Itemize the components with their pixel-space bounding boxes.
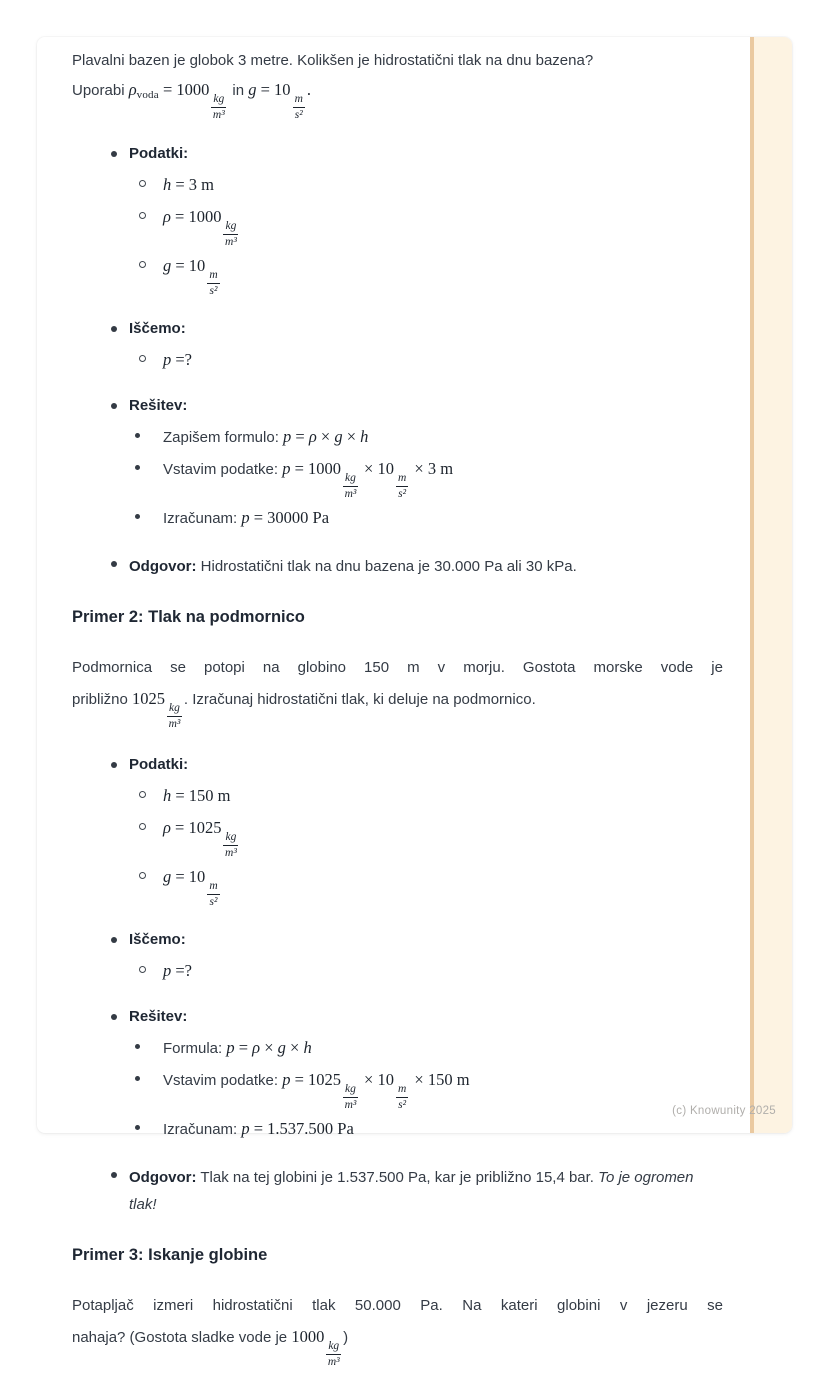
bullet-disc-icon	[111, 1172, 117, 1178]
odgovor-label: Odgovor:	[129, 558, 197, 575]
resitev-step-3	[129, 1116, 723, 1143]
math-p-unknown: p =?	[163, 961, 193, 980]
podatki-label: Podatki:	[129, 145, 189, 162]
resitev-step-1	[129, 424, 723, 451]
bullet-disc-icon	[111, 561, 117, 567]
math-formula: p = ρ × g × h	[226, 1038, 312, 1057]
odgovor-text: Tlak na tej globini je 1.537.500 Pa, kar je približno 15,4 bar.	[196, 1169, 599, 1186]
document-page	[37, 37, 792, 1368]
list-item-iscemo-1	[72, 318, 723, 379]
math-result: p = 1.537.500 Pa	[241, 1119, 354, 1138]
bullet-disc-icon	[111, 403, 117, 409]
list-item-podatki-2	[72, 754, 723, 913]
bullet-disc-icon	[135, 465, 140, 470]
bullet-circle-icon	[139, 791, 146, 798]
bullet-circle-icon	[139, 355, 146, 362]
odgovor-label: Odgovor:	[129, 1169, 197, 1186]
data-item-h	[129, 783, 723, 810]
data-item-g	[129, 253, 723, 297]
bullet-circle-icon	[139, 823, 146, 830]
data-item-h	[129, 172, 723, 199]
page-edge-stripe	[750, 37, 792, 1133]
data-item-g	[129, 864, 723, 908]
step-label: Zapišem formulo:	[163, 429, 284, 446]
resitev-step-3	[129, 505, 723, 532]
math-substitution: p = 1000 $\frac{kg}{\text{m³}}$ × 10 $\frac{m}{\text{s²}}$ × 3 m	[282, 459, 454, 500]
math-rho: ρ = 1000 $\frac{kg}{\text{m³}}$	[163, 207, 237, 248]
copyright-watermark: (c) Knowunity 2025	[672, 1105, 776, 1117]
primer-3-paragraph	[72, 1290, 723, 1368]
list-item-podatki-1	[72, 143, 723, 302]
podatki-label: Podatki:	[129, 756, 189, 773]
list-item-iscemo-2	[72, 929, 723, 990]
intro-line-2	[72, 74, 723, 121]
heading-primer-2: Primer 2: Tlak na podmornico	[72, 608, 305, 626]
resitev-step-1	[129, 1035, 723, 1062]
bullet-disc-icon	[111, 151, 117, 157]
intro-text-in: in	[228, 82, 249, 99]
math-result: p = 30000 Pa	[241, 508, 330, 527]
bullet-disc-icon	[135, 1076, 140, 1081]
step-label: Izračunam:	[163, 510, 242, 527]
bullet-circle-icon	[139, 261, 146, 268]
heading-primer-3: Primer 3: Iskanje globine	[72, 1246, 268, 1264]
iscemo-item-p	[129, 347, 723, 374]
bullet-disc-icon	[135, 433, 140, 438]
math-g: g = 10 $\frac{m}{\text{s²}}$	[163, 867, 218, 908]
bullet-disc-icon	[135, 1125, 140, 1130]
resitev-step-2	[129, 456, 723, 500]
math-density-fresh: 1000 $\frac{kg}{\text{m³}}$	[291, 1327, 340, 1368]
resitev-step-2	[129, 1067, 723, 1111]
intro-paragraph	[72, 47, 723, 121]
resitev-label: Rešitev:	[129, 1008, 188, 1025]
list-item-odgovor-1	[72, 553, 723, 580]
iscemo-item-p	[129, 958, 723, 985]
resitev-label: Rešitev:	[129, 397, 188, 414]
math-h: h = 150 m	[163, 786, 231, 805]
primer-3-para-line-2	[72, 1321, 723, 1368]
bullet-disc-icon	[111, 762, 117, 768]
list-item-resitev-1	[72, 395, 723, 537]
para-text: približno	[72, 691, 133, 708]
math-substitution: p = 1025 $\frac{kg}{\text{m³}}$ × 10 $\frac{m}{\text{s²}}$ × 150 m	[282, 1070, 470, 1111]
list-item-resitev-2	[72, 1006, 723, 1148]
step-label: Vstavim podatke:	[163, 461, 283, 478]
page-content	[72, 47, 723, 1392]
para-text: )	[343, 1329, 349, 1346]
primer-2-paragraph	[72, 652, 723, 730]
intro-line-1: Plavalni bazen je globok 3 metre. Kolikšen je hidrostatični tlak na dnu bazena?	[72, 52, 594, 69]
iscemo-label: Iščemo:	[129, 320, 186, 337]
bullet-disc-icon	[111, 326, 117, 332]
step-label: Formula:	[163, 1040, 227, 1057]
math-rho-voda: ρvoda = 1000 $\frac{kg}{\text{m³}}$	[128, 80, 225, 121]
bullet-circle-icon	[139, 180, 146, 187]
iscemo-label: Iščemo:	[129, 931, 186, 948]
bullet-disc-icon	[111, 1014, 117, 1020]
bullet-circle-icon	[139, 966, 146, 973]
math-density-sea: 1025 $\frac{kg}{\text{m³}}$	[132, 689, 181, 730]
list-item-odgovor-2	[72, 1164, 723, 1218]
primer-2-para-line-1: Podmornica se potopi na globino 150 m v morju. Gostota morske vode je	[72, 659, 723, 676]
odgovor-text: Hidrostatični tlak na dnu bazena je 30.000 Pa ali 30 kPa.	[196, 558, 577, 575]
math-g-value: g = 10 $\frac{m}{\text{s²}}$ .	[248, 80, 311, 121]
step-label: Izračunam:	[163, 1121, 242, 1138]
math-rho: ρ = 1025 $\frac{kg}{\text{m³}}$	[163, 818, 237, 859]
math-p-unknown: p =?	[163, 350, 193, 369]
data-item-rho	[129, 815, 723, 859]
para-text: nahaja? (Gostota sladke vode je	[72, 1329, 292, 1346]
para-text: . Izračunaj hidrostatični tlak, ki deluje na podmornico.	[183, 691, 536, 708]
math-formula: p = ρ × g × h	[283, 427, 369, 446]
bullet-circle-icon	[139, 212, 146, 219]
intro-text-uporabi: Uporabi	[72, 82, 129, 99]
bullet-circle-icon	[139, 872, 146, 879]
primer-2-para-line-2	[72, 683, 723, 730]
odgovor-italic-text: To je ogromen tlak!	[129, 1169, 694, 1213]
math-h: h = 3 m	[163, 175, 215, 194]
data-item-rho	[129, 204, 723, 248]
math-g: g = 10 $\frac{m}{\text{s²}}$	[163, 256, 218, 297]
bullet-disc-icon	[135, 1044, 140, 1049]
bullet-disc-icon	[135, 514, 140, 519]
primer-3-para-line-1: Potapljač izmeri hidrostatični tlak 50.000 Pa. Na kateri globini v jezeru se	[72, 1297, 723, 1314]
step-label: Vstavim podatke:	[163, 1072, 283, 1089]
bullet-disc-icon	[111, 937, 117, 943]
